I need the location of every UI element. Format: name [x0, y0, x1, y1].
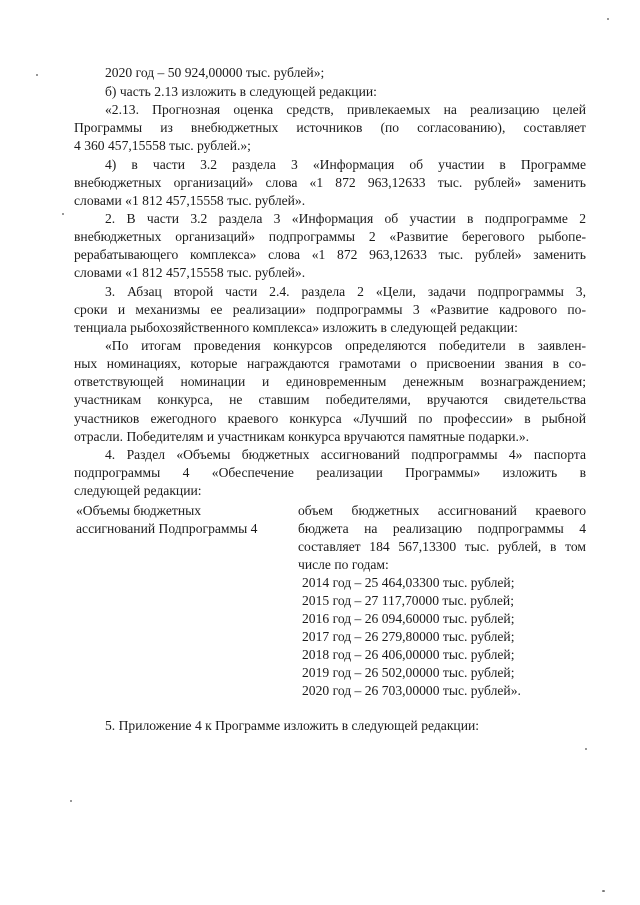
scan-speck: [607, 18, 609, 20]
scan-speck: [62, 213, 64, 215]
line-p2-c: рерабатывающего комплекса» слова «1 872 963,12633 тыс. рублей» заменить: [74, 247, 586, 262]
line-year-2020: 2020 год – 50 924,00000 тыс. рублей»;: [105, 65, 325, 80]
year-2014: 2014 год – 25 464,03300 тыс. рублей;: [302, 575, 515, 590]
line-quote-b: ных номинациях, которые награждаются грамотами о присвоении звания в со-: [74, 356, 586, 371]
year-2018: 2018 год – 26 406,00000 тыс. рублей;: [302, 647, 515, 662]
line-2-13-a: «2.13. Прогнозная оценка средств, привлекаемых на реализацию целей: [105, 102, 586, 117]
table-right-line-4: числе по годам:: [298, 557, 389, 572]
scan-speck: [70, 800, 72, 802]
line-p4-a: 4. Раздел «Объемы бюджетных ассигнований подпрограммы 4» паспорта: [105, 447, 586, 462]
line-p2-d: словами «1 812 457,15558 тыс. рублей».: [74, 265, 306, 280]
line-item4-c: словами «1 812 457,15558 тыс. рублей».: [74, 193, 306, 208]
year-2016: 2016 год – 26 094,60000 тыс. рублей;: [302, 611, 515, 626]
line-p4-b: подпрограммы 4 «Обеспечение реализации Программы» изложить в: [74, 465, 586, 480]
table-left-line-1: «Объемы бюджетных: [76, 503, 202, 518]
table-right-line-1: объем бюджетных ассигнований краевого: [298, 503, 586, 518]
line-item4-a: 4) в части 3.2 раздела 3 «Информация об участии в Программе: [105, 157, 586, 172]
line-p4-c: следующей редакции:: [74, 483, 202, 498]
scan-speck: [602, 890, 605, 892]
year-2015: 2015 год – 27 117,70000 тыс. рублей;: [302, 593, 514, 608]
line-p3-a: 3. Абзац второй части 2.4. раздела 2 «Цели, задачи подпрограммы 3,: [105, 284, 586, 299]
scan-speck: [36, 74, 38, 76]
line-p3-c: тенциала рыбохозяйственного комплекса» изложить в следующей редакции:: [74, 320, 518, 335]
scan-speck: [585, 748, 587, 750]
year-2020: 2020 год – 26 703,00000 тыс. рублей».: [302, 683, 521, 698]
line-part-2-13: б) часть 2.13 изложить в следующей редакции:: [105, 84, 377, 99]
year-2019: 2019 год – 26 502,00000 тыс. рублей;: [302, 665, 515, 680]
table-left-line-2: ассигнований Подпрограммы 4: [76, 521, 258, 536]
line-quote-f: отрасли. Победителям и участникам конкурса вручаются памятные подарки.».: [74, 429, 530, 444]
final-line: 5. Приложение 4 к Программе изложить в следующей редакции:: [105, 718, 480, 733]
line-p2-b: внебюджетных организаций» подпрограммы 2 «Развитие берегового рыбопе-: [74, 229, 586, 244]
line-item4-b: внебюджетных организаций» слова «1 872 963,12633 тыс. рублей» заменить: [74, 175, 586, 190]
line-quote-d: участникам конкурса, не ставшим победителями, вручаются свидетельства: [74, 392, 586, 407]
table-right-line-2: бюджета на реализацию подпрограммы 4: [298, 521, 586, 536]
line-p3-b: сроки и механизмы ее реализации» подпрограммы 3 «Развитие кадрового по-: [74, 302, 586, 317]
line-quote-a: «По итогам проведения конкурсов определяются победители в заявлен-: [105, 338, 586, 353]
table-right-line-3: составляет 184 567,13300 тыс. рублей, в том: [298, 539, 586, 554]
line-quote-c: ответствующей номинации и единовременным денежным вознаграждением;: [74, 374, 586, 389]
line-2-13-b: Программы из внебюджетных источников (по согласованию), составляет: [74, 120, 586, 135]
line-2-13-c: 4 360 457,15558 тыс. рублей.»;: [74, 138, 251, 153]
year-2017: 2017 год – 26 279,80000 тыс. рублей;: [302, 629, 515, 644]
line-p2-a: 2. В части 3.2 раздела 3 «Информация об участии в подпрограмме 2: [105, 211, 586, 226]
line-quote-e: участников ежегодного краевого конкурса «Лучший по профессии» в рыбной: [74, 411, 586, 426]
